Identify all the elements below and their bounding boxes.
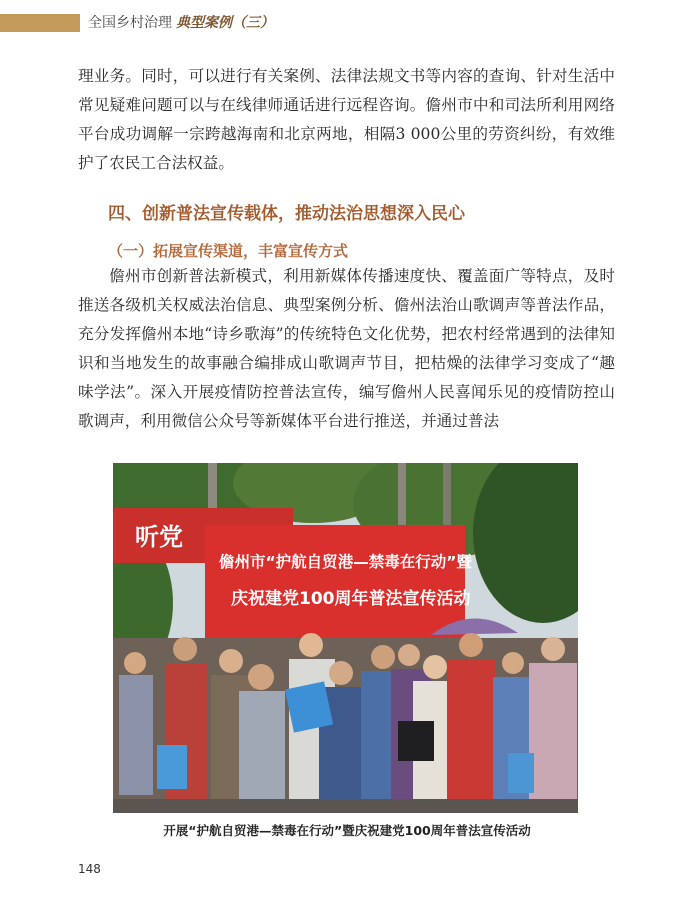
banner-line-1: 儋州市“护航自贸港—禁毒在行动”暨 (219, 553, 472, 571)
running-header (88, 14, 274, 32)
paragraph-body: 儋州市创新普法新模式，利用新媒体传播速度快、覆盖面广等特点，及时推送各级机关权威法治信息、典型案例分析、儋州法治山歌调声等普法作品，充分发挥儋州本地“诗乡歌海”的传统特色文化优势，把农村经常遇到的法律知识和当地发生的故事融合编排成山歌调声节目，把枯燥的法律学习变成了“趣味学法”。深入开展疫情防控普法宣传，编写儋州人民喜闻乐见的疫情防控山歌调声，利用微信公众号等新媒体平台进行推送，并通过普法 (78, 267, 615, 430)
subsection-heading: （一）拓展宣传渠道，丰富宣传方式 (108, 242, 349, 260)
banner-line-2: 庆祝建党100周年普法宣传活动 (231, 589, 471, 609)
event-photo (113, 463, 578, 813)
page-number: 148 (78, 862, 101, 876)
photo-caption: 开展“护航自贸港—禁毒在行动”暨庆祝建党100周年普法宣传活动 (163, 823, 531, 838)
paragraph-continued: 理业务。同时，可以进行有关案例、法律法规文书等内容的查询、针对生活中常见疑难问题可以与在线律师通话进行远程咨询。儋州市中和司法所利用网络平台成功调解一宗跨越海南和北京两地，相隔3 000公里的劳资纠纷，有效维护了农民工合法权益。 (78, 67, 615, 172)
header-accent-bar (0, 14, 80, 32)
header-title-emphasis: 典型案例（三） (176, 15, 274, 31)
header-title: 全国乡村治理 (88, 15, 172, 31)
back-banner-text: 听党 (135, 523, 183, 551)
section-heading: 四、创新普法宣传载体，推动法治思想深入民心 (108, 204, 465, 224)
